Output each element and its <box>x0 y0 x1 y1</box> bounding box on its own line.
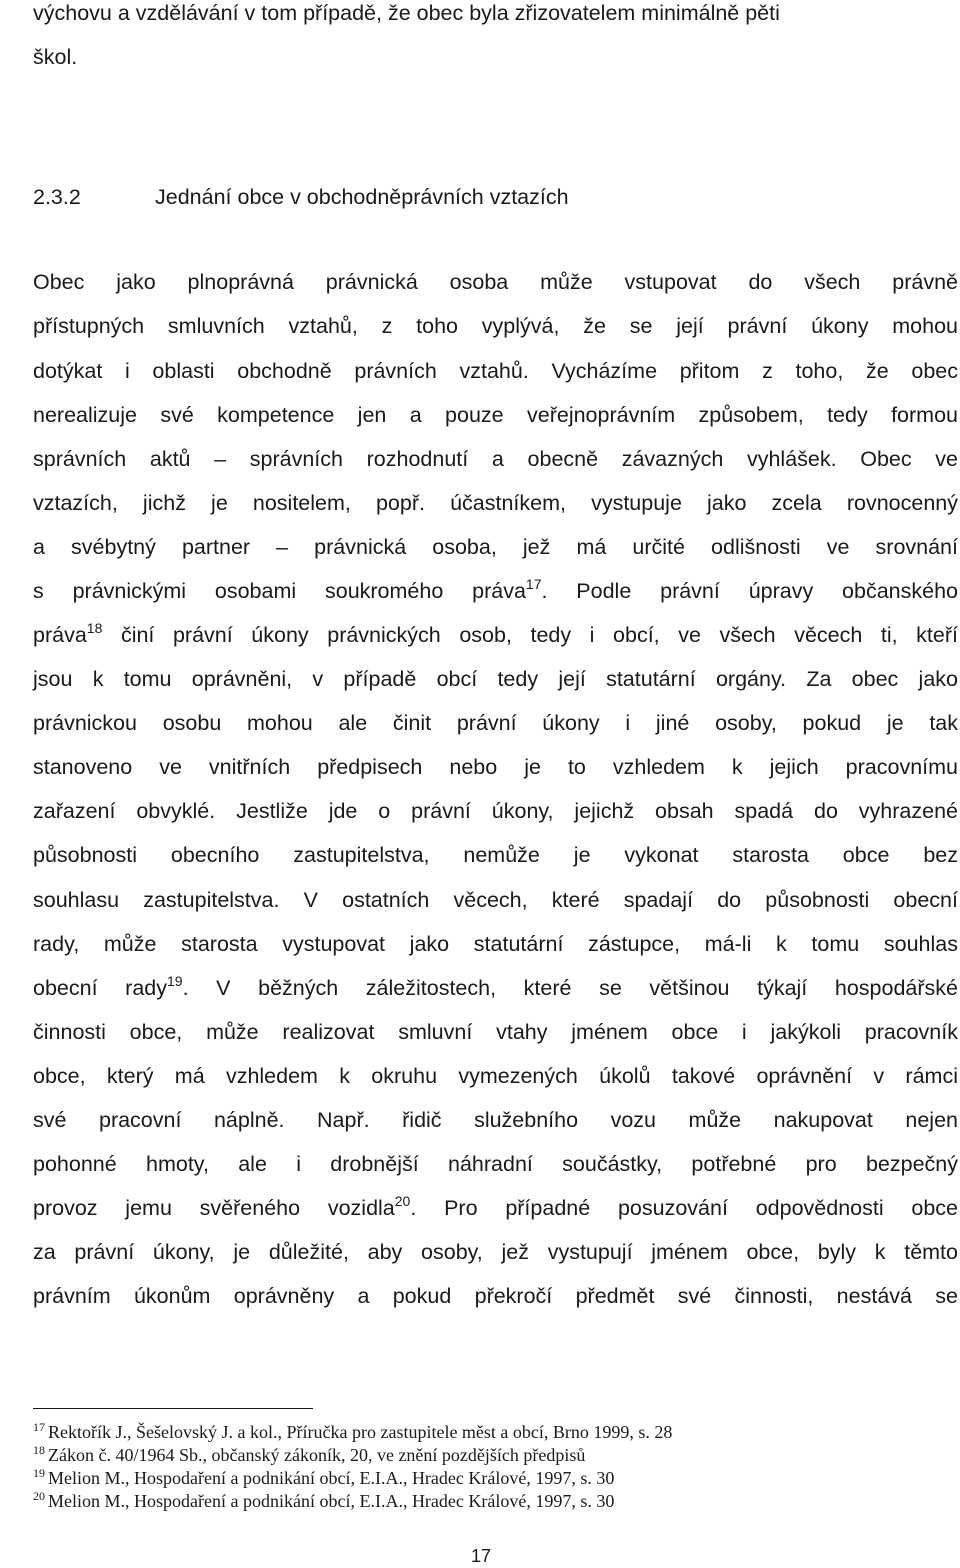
body-line: obecní rady$^{19}$. V běžných záležitostech, které se většinou týkají hospodářské <box>33 973 959 1000</box>
body-text: Pro případné posuzování odpovědnosti obce <box>444 1196 958 1220</box>
section-number: 2.3.2 <box>33 185 81 209</box>
footnote-ref: 19 <box>167 973 183 989</box>
footnote-text: Zákon č. 40/1964 Sb., občanský zákoník, 20, ve znění pozdějších předpisů <box>48 1445 586 1465</box>
footnote <box>33 1444 585 1466</box>
section-title: Jednání obce v obchodněprávních vztazích <box>155 185 569 209</box>
body-line: rady, může starosta vystupovat jako statutární zástupce, má-li k tomu souhlas <box>33 932 958 956</box>
body-line: stanoveno ve vnitřních předpisech nebo je to vzhledem k jejich pracovnímu <box>33 755 958 779</box>
body-line: přístupných smluvních vztahů, z toho vyplývá, že se její právní úkony mohou <box>33 314 958 338</box>
body-line: zařazení obvyklé. Jestliže jde o právní úkony, jejichž obsah spadá do vyhrazené <box>33 799 958 823</box>
body-line: správních aktů – správních rozhodnutí a obecně závazných vyhlášek. Obec ve <box>33 447 958 471</box>
page-number: 17 <box>471 1546 492 1566</box>
body-line: jsou k tomu oprávněni, v případě obcí tedy její statutární orgány. Za obec jako <box>33 667 958 691</box>
body-text: s právnickými osobami soukromého práva <box>33 579 526 603</box>
body-line: činnosti obce, může realizovat smluvní vtahy jménem obce i jakýkoli pracovník <box>33 1020 958 1044</box>
intro-line: škol. <box>33 45 78 69</box>
body-line: za právní úkony, je důležité, aby osoby, jež vystupují jménem obce, byly k těmto <box>33 1240 958 1264</box>
body-line: obce, který má vzhledem k okruhu vymezených úkolů takové oprávnění v rámci <box>33 1064 958 1088</box>
footnote <box>33 1490 614 1512</box>
body-text: práva <box>33 623 87 647</box>
footnote-number: 17 <box>33 1420 45 1434</box>
footnote-text: Rektořík J., Šešelovský J. a kol., Příručka pro zastupitele měst a obcí, Brno 1999, s. 28 <box>48 1422 673 1442</box>
body-line <box>33 622 958 648</box>
footnote-separator <box>33 1408 313 1409</box>
body-line: Obec jako plnoprávná právnická osoba může vstupovat do všech právně <box>33 270 958 294</box>
body-line: pohonné hmoty, ale i drobnější náhradní součástky, potřebné pro bezpečný <box>33 1152 958 1176</box>
body-line: a svébytný partner – právnická osoba, jež má určité odlišnosti ve srovnání <box>33 535 958 559</box>
intro-line: výchovu a vzdělávání v tom případě, že obec byla zřizovatelem minimálně pěti <box>33 1 780 25</box>
document-page <box>33 0 960 1568</box>
body-line: vztazích, jichž je nositelem, popř. účastníkem, vystupuje jako zcela rovnocenný <box>33 491 958 515</box>
body-line: právnickou osobu mohou ale činit právní úkony i jiné osoby, pokud je tak <box>33 711 958 735</box>
footnote-ref: 18 <box>86 620 103 636</box>
body-text: Podle právní úpravy občanského <box>576 579 958 603</box>
body-line: nerealizuje své kompetence jen a pouze veřejnoprávním způsobem, tedy formou <box>33 403 958 427</box>
body-line: právním úkonům oprávněny a pokud překročí předmět své činnosti, nestává se <box>33 1284 958 1308</box>
footnote-number: 19 <box>33 1466 45 1480</box>
footnote-number: 20 <box>33 1489 45 1503</box>
footnote-ref: 20 <box>394 1193 411 1209</box>
body-line: souhlasu zastupitelstva. V ostatních věcech, které spadají do působnosti obecní <box>33 888 958 912</box>
body-text: obecní rady <box>33 976 167 1000</box>
footnote-text: Melion M., Hospodaření a podnikání obcí, E.I.A., Hradec Králové, 1997, s. 30 <box>48 1468 615 1488</box>
footnote <box>33 1467 614 1489</box>
footnote-ref: 17 <box>525 576 542 592</box>
body-line: provoz jemu svěřeného vozidla$^{20}$. Pro případné posuzování odpovědnosti obce <box>33 1193 958 1220</box>
body-text: provoz jemu svěřeného vozidla <box>33 1196 395 1220</box>
body-text: činí právní úkony právnických osob, tedy i obcí, ve všech věcech ti, kteří <box>120 623 958 647</box>
section-heading <box>33 184 569 210</box>
body-line: působnosti obecního zastupitelstva, nemůže je vykonat starosta obce bez <box>33 843 958 867</box>
body-line: s právnickými osobami soukromého práva$^{17}$. Podle právní úpravy občanského <box>33 576 958 603</box>
footnote-text: Melion M., Hospodaření a podnikání obcí, E.I.A., Hradec Králové, 1997, s. 30 <box>48 1491 615 1511</box>
footnote-number: 18 <box>33 1443 45 1457</box>
body-text: V běžných záležitostech, které se většinou týkají hospodářské <box>216 976 959 1000</box>
body-line: dotýkat i oblasti obchodně právních vztahů. Vycházíme přitom z toho, že obec <box>33 359 958 383</box>
body-line: své pracovní náplně. Např. řidič služebního vozu může nakupovat nejen <box>33 1108 958 1132</box>
footnote <box>33 1421 672 1443</box>
